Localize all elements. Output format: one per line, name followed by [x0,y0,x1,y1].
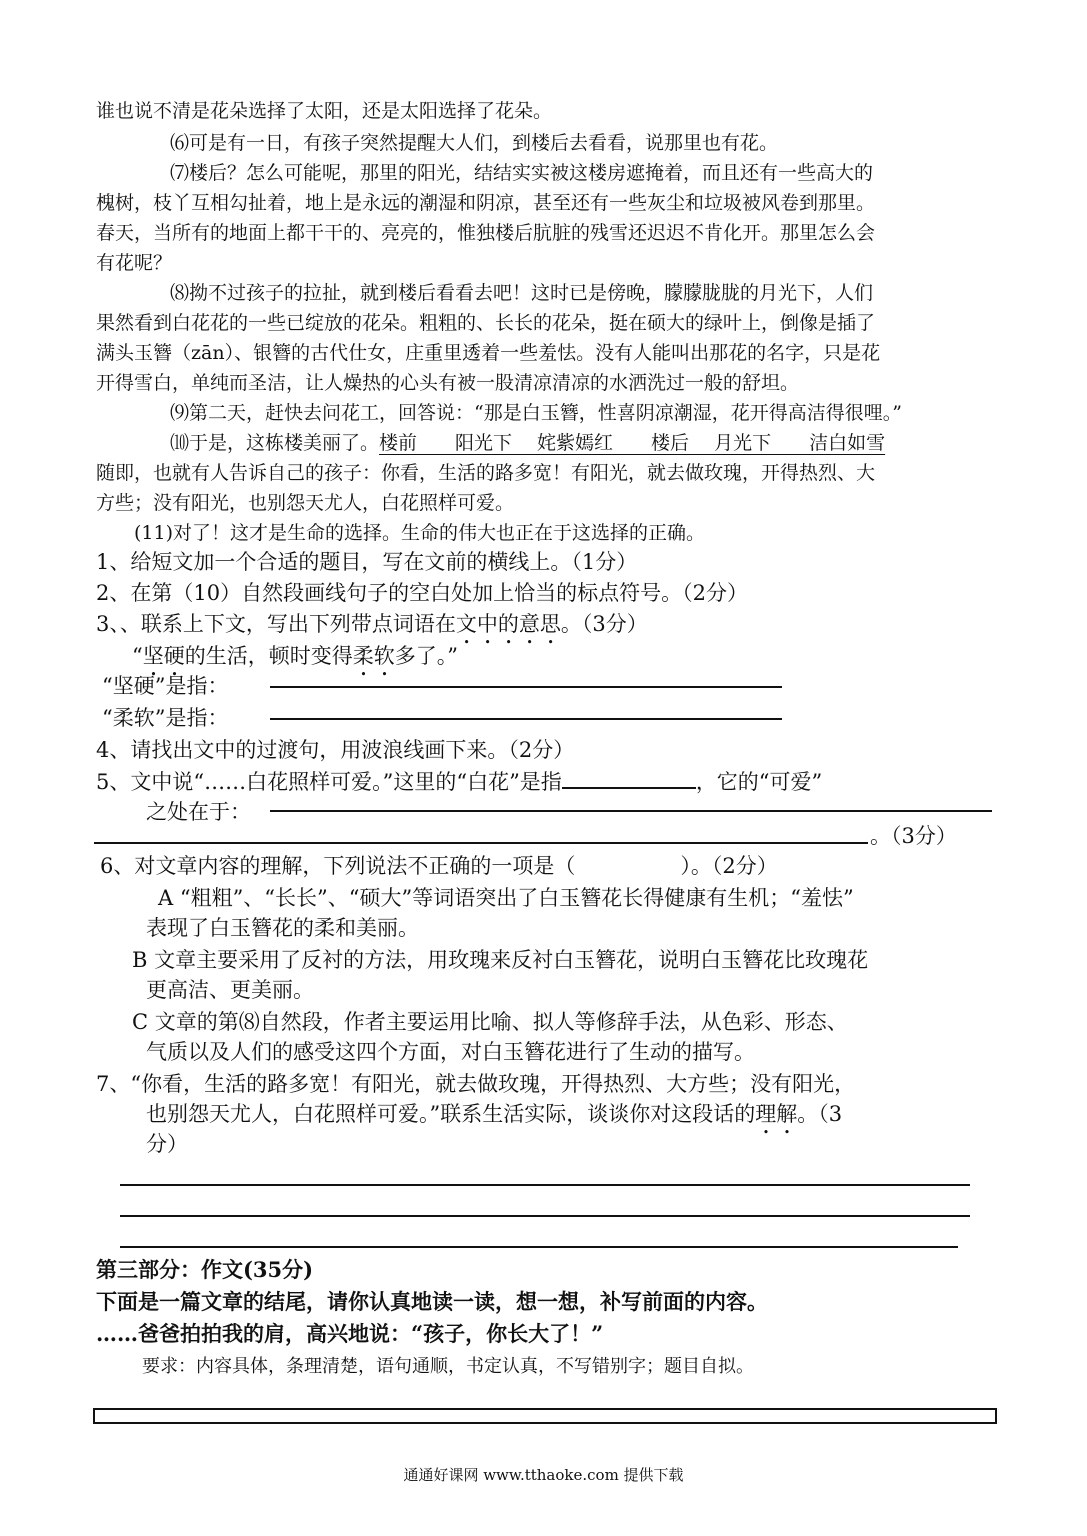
question-7-text: 也别怨天尤人，白花照样可爱。”联系生活实际，谈谈你对这段话的 [146,1102,756,1126]
paragraph-8-line: 开得雪白，单纯而圣洁，让人燥热的心头有被一股清凉清凉的水洒洗过一般的舒坦。 [96,372,800,394]
composition-requirements: 要求：内容具体，条理清楚，语句通顺，书定认真，不写错别字；题目自拟。 [142,1356,754,1377]
question-7-score-end: 分） [146,1132,188,1156]
paragraph-7-line: ⑺楼后？怎么可能呢，那里的阳光，结结实实被这楼房遮掩着，而且还有一些高大的 [170,162,874,184]
answer-line[interactable] [120,1215,970,1217]
paragraph-10-start: ⑽于是，这栋楼美丽了。 [170,432,380,454]
question-5-score: 。（3分） [870,824,957,848]
question-7-cont [146,1098,842,1139]
answer-line[interactable] [270,686,782,688]
paragraph-7-line: 槐树，枝丫互相勾扯着，地上是永远的潮湿和阴凉，甚至还有一些灰尘和垃圾被风卷到那里。 [96,192,876,214]
question-3-label-2: “柔软”是指： [102,706,229,730]
quote-text: 的生活，顿时变得 [184,644,353,668]
answer-line[interactable] [270,810,992,812]
question-5-text: 5、文中说“……白花照样可爱。”这里的“白花”是指 [96,770,562,794]
footer: 通通好课网 www.tthaoke.com 提供下载 [403,1466,684,1484]
quote-mark: “ [132,644,143,668]
dotted-word-jianying: 坚硬 [142,644,185,668]
question-3-label-1: “坚硬”是指： [102,674,229,698]
question-1: 1、给短文加一个合适的题目，写在文前的横线上。（1分） [96,550,638,574]
option-a: A “粗粗”、“长长”、“硕大”等词语突出了白玉簪花长得健康有生机；“羞怯” [158,886,854,910]
question-3-score: 。（3分） [560,612,648,636]
answer-line[interactable] [94,842,868,844]
underlined-sentence: 楼前 阳光下 姹紫嫣红 楼后 月光下 洁白如雪 [379,432,886,454]
composition-heading: 第三部分：作文(35分) [96,1257,314,1282]
option-c: C 文章的第⑻自然段，作者主要运用比喻、拟人等修辞手法，从色彩、形态、 [132,1010,848,1034]
answer-line[interactable] [270,718,782,720]
question-5-text: ，它的“可爱” [695,770,823,794]
question-5-label: 之处在于： [146,800,251,824]
option-b-cont: 更高洁、更美丽。 [146,978,314,1002]
question-2: 2、在第（10）自然段画线句子的空白处加上恰当的标点符号。（2分） [96,581,748,605]
question-7-score: 。（3 [797,1102,843,1126]
question-7: 7、“你看，生活的路多宽！有阳光，就去做玫瑰，开得热烈、大方些；没有阳光， [96,1072,856,1096]
composition-instruction: 下面是一篇文章的结尾，请你认真地读一读，想一想，补写前面的内容。 [96,1289,768,1314]
option-a-cont: 表现了白玉簪花的柔和美丽。 [146,916,419,940]
dotted-word-rouruan: 柔软 [352,644,395,668]
paragraph-9: ⑼第二天，赶快去问花工，回答说：“那是白玉簪，性喜阴凉潮湿，花开得高洁得很哩。” [170,402,902,424]
paragraph-10-line [170,428,885,455]
paragraph-7-line: 有花呢？ [96,252,173,274]
answer-line[interactable] [120,1184,970,1186]
question-6: 6、对文章内容的理解，下列说法不正确的一项是（ ）。（2分） [100,854,778,878]
quote-text: 多了。” [394,644,458,668]
paragraph-8-line: 满头玉簪（zān）、银簪的古代仕女，庄重里透着一些羞怯。没有人能叫出那花的名字，只是花 [96,342,881,364]
paragraph-8-line: ⑻拗不过孩子的拉扯，就到楼后看看去吧！这时已是傍晚，朦朦胧胧的月光下，人们 [170,282,874,304]
passage-line: 谁也说不清是花朵选择了太阳，还是太阳选择了花朵。 [96,100,553,122]
dotted-words: 文中的意思 [455,612,561,636]
composition-title-box[interactable] [93,1408,997,1424]
paragraph-11: (11)对了！这才是生命的选择。生命的伟大也正在于这选择的正确。 [134,522,706,544]
answer-line[interactable] [120,1246,958,1248]
paragraph-10-line: 方些；没有阳光，也别怨天尤人，白花照样可爱。 [96,492,515,514]
paragraph-6: ⑹可是有一日，有孩子突然提醒大人们，到楼后去看看，说那里也有花。 [170,132,779,154]
question-4: 4、请找出文中的过渡句，用波浪线画下来。（2分） [96,738,575,762]
paragraph-8-line: 果然看到白花花的一些已绽放的花朵。粗粗的、长长的花朵，挺在硕大的绿叶上，倒像是插了 [96,312,876,334]
dotted-word-lijie: 理解 [755,1102,798,1126]
question-5 [96,766,822,796]
paragraph-10-line: 随即，也就有人告诉自己的孩子：你看，生活的路多宽！有阳光，就去做玫瑰，开得热烈、大 [96,462,876,484]
paragraph-7-line: 春天，当所有的地面上都干干的、亮亮的，惟独楼后肮脏的残雪还迟迟不肯化开。那里怎么会 [96,222,876,244]
option-c-cont: 气质以及人们的感受这四个方面，对白玉簪花进行了生动的描写。 [146,1040,755,1064]
question-3-text: 3、、联系上下文，写出下列带点词语在 [96,612,456,636]
composition-ending: ……爸爸拍拍我的肩，高兴地说：“孩子，你长大了！” [96,1321,604,1346]
answer-blank[interactable] [562,769,696,789]
option-b: B 文章主要采用了反衬的方法，用玫瑰来反衬白玉簪花，说明白玉簪花比玫瑰花 [132,948,869,972]
